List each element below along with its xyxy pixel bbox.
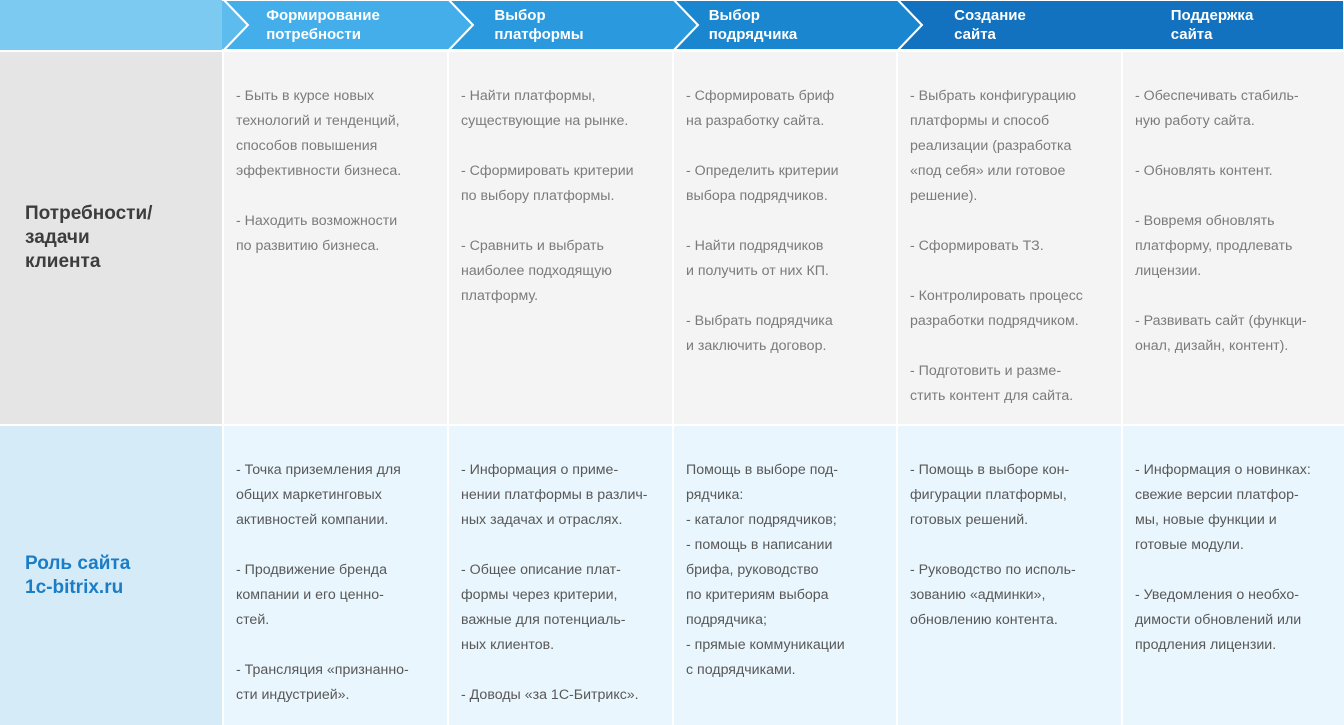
table-cell xyxy=(1123,426,1344,725)
cell-paragraph: - Выбрать конфигурацию платформы и способ реализации (разработка «под себя» или готовое решение). xyxy=(910,88,1077,204)
cell-paragraph: - Обновлять контент. xyxy=(1135,163,1273,179)
cell-paragraph: - Доводы «за 1С-Битрикс». xyxy=(461,687,639,703)
table-cell xyxy=(224,52,447,424)
cell-paragraph: - Информация о новинках: свежие версии платфор- мы, новые функции и готовые модули. xyxy=(1135,462,1311,553)
stage-label-text: Создание сайта xyxy=(954,7,1026,43)
cell-paragraph: - Сравнить и выбрать наиболее подходящую платформу. xyxy=(461,238,612,304)
table-cell xyxy=(674,52,896,424)
row-label-client-needs xyxy=(0,52,222,424)
cell-paragraph: - Продвижение бренда компании и его ценно- стей. xyxy=(236,562,387,628)
cell-paragraph: - Подготовить и разме- стить контент для сайта. xyxy=(910,363,1074,404)
cell-paragraph: - Сформировать критерии по выбору платформы. xyxy=(461,163,634,204)
row-label-text: Потребности/ задачи клиента xyxy=(25,203,153,272)
cell-paragraph: - Выбрать подрядчика и заключить договор. xyxy=(686,313,833,354)
cell-paragraph: - Общее описание плат- формы через критерии, важные для потенциаль- ных клиентов. xyxy=(461,562,626,653)
cell-paragraph: - Руководство по исполь- зованию «админки», обновлению контента. xyxy=(910,562,1076,628)
cell-paragraph: - Развивать сайт (функци- онал, дизайн, контент). xyxy=(1135,313,1307,354)
table-cell xyxy=(449,52,672,424)
cell-paragraph: - Найти платформы, существующие на рынке. xyxy=(461,88,629,129)
cell-paragraph: - Контролировать процесс разработки подрядчиком. xyxy=(910,288,1083,329)
cell-paragraph: - Сформировать бриф на разработку сайта. xyxy=(686,88,835,129)
header-lead-area xyxy=(0,0,222,50)
cell-paragraph: - Обеспечивать стабиль- ную работу сайта. xyxy=(1135,88,1299,129)
cell-paragraph: - Уведомления о необхо- димости обновлений или продления лицензии. xyxy=(1135,587,1302,653)
stage-label xyxy=(920,0,1060,50)
stage-label xyxy=(469,0,609,50)
row-label-site-role xyxy=(0,426,222,725)
table-cell xyxy=(1123,52,1344,424)
cell-paragraph: - Определить критерии выбора подрядчиков. xyxy=(686,163,839,204)
cell-paragraph: - Информация о приме- нении платформы в различ- ных задачах и отраслях. xyxy=(461,462,648,528)
table-cell xyxy=(898,52,1121,424)
stage-label-text: Выбор подрядчика xyxy=(708,7,798,43)
table-cell xyxy=(674,426,896,725)
cell-paragraph: - Находить возможности по развитию бизнеса. xyxy=(236,213,398,254)
cell-paragraph: - Сформировать ТЗ. xyxy=(910,238,1044,254)
table-cell xyxy=(898,426,1121,725)
cell-paragraph: - Точка приземления для общих маркетинговых активностей компании. xyxy=(236,462,401,528)
stage-label xyxy=(1142,0,1282,50)
cell-paragraph: Помощь в выборе под- рядчика: - каталог подрядчиков; - помощь в написании брифа, руководство по критериям выбора подрядчика; - прямые коммуникации с подрядчиками. xyxy=(686,462,845,678)
cell-paragraph: - Трансляция «признанно- сти индустрией». xyxy=(236,662,409,703)
row-label-text: Роль сайта 1c-bitrix.ru xyxy=(25,552,131,598)
stage-label-text: Поддержка сайта xyxy=(1170,7,1254,43)
table-cell xyxy=(224,426,447,725)
cell-paragraph: - Помощь в выборе кон- фигурации платформы, готовых решений. xyxy=(910,462,1070,528)
stage-label-text: Выбор платформы xyxy=(494,7,584,43)
stage-label xyxy=(683,0,823,50)
table-cell xyxy=(449,426,672,725)
cell-paragraph: - Вовремя обновлять платформу, продлевать лицензии. xyxy=(1135,213,1293,279)
stage-label xyxy=(253,0,393,50)
stage-label-text: Формирование потребности xyxy=(266,7,380,43)
cell-paragraph: - Найти подрядчиков и получить от них КП. xyxy=(686,238,829,279)
cell-paragraph: - Быть в курсе новых технологий и тенденций, способов повышения эффективности бизнеса. xyxy=(236,88,402,179)
